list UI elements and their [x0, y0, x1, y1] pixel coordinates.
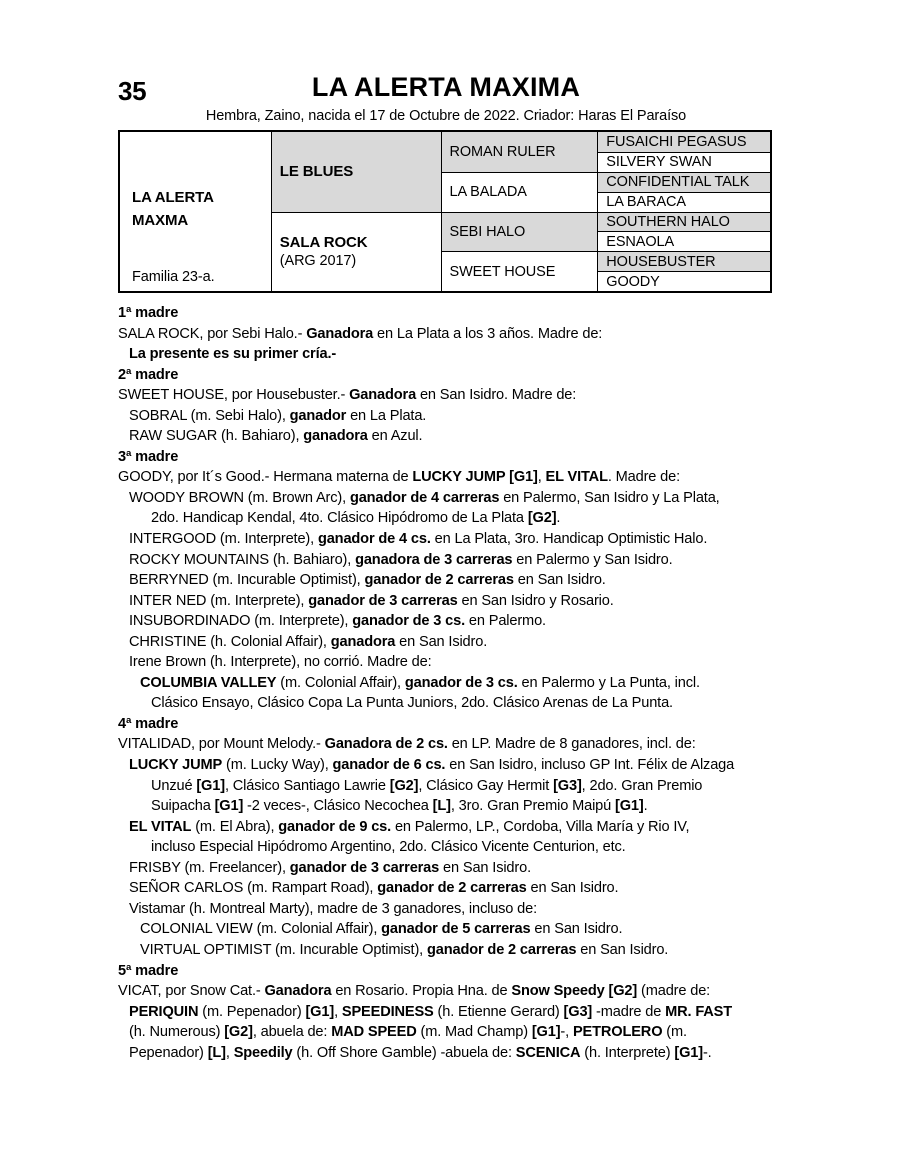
g4-e2-bold: ganador de 9 cs. — [278, 818, 392, 835]
g4-e1-c1a: Unzué — [151, 777, 197, 794]
generation-3-entry-9 — [140, 673, 790, 694]
g5-l2a: PERIQUIN — [129, 1003, 199, 1020]
g2-e1-name: SOBRAL (m. Sebi Halo), — [129, 407, 290, 424]
g4-e7-bold: ganador de 2 carreras — [427, 941, 577, 958]
g4-e2-sire: (m. El Abra), — [191, 818, 279, 835]
g3-dam-a: GOODY, por It´s Good.- Hermana materna de — [118, 469, 413, 486]
g5-l3g: -, — [560, 1024, 573, 1041]
g4-e1-rest: en San Isidro, incluso GP Int. Félix de Alzaga — [445, 757, 735, 774]
g4-e1-g1: [G1] — [196, 777, 225, 794]
g5-l2i: MR. FAST — [665, 1003, 733, 1020]
g4-e1-c1b: , Clásico Santiago Lawrie — [224, 777, 390, 794]
g4-e4-rest: en San Isidro. — [526, 880, 619, 897]
g3-e7-name: CHRISTINE (h. Colonial Affair), — [129, 633, 331, 650]
g4-e4-name: SEÑOR CARLOS (m. Rampart Road), — [129, 880, 378, 897]
generation-3-entry-9-cont: Clásico Ensayo, Clásico Copa La Punta Juniors, 2do. Clásico Arenas de La Punta. — [151, 695, 673, 712]
g5-l2c: [G1] — [305, 1003, 335, 1020]
pedigree-cell-dam-sire-sire: SOUTHERN HALO — [598, 212, 770, 232]
g5-dam-e: (madre de: — [637, 983, 711, 1000]
pedigree-column-grandparents — [442, 132, 599, 291]
g4-dam-b: Ganadora de 2 cs. — [324, 736, 448, 753]
pedigree-cell-sire-sire-dam: SILVERY SWAN — [598, 152, 770, 172]
g5-l4d: Speedily — [233, 1044, 293, 1061]
pedigree-cell-sire-dam-sire: CONFIDENTIAL TALK — [598, 172, 770, 192]
g2-e2-rest: en Azul. — [367, 428, 423, 445]
pedigree-column-subject — [120, 132, 272, 291]
g5-l4a: Pepenador) — [129, 1044, 208, 1061]
generation-4-entry-2-cont: incluso Especial Hipódromo Argentino, 2do. Clásico Vicente Centurion, etc. — [151, 839, 626, 856]
generation-5-line-4 — [129, 1043, 790, 1064]
g3-dam-c: , — [537, 469, 546, 486]
g5-dam-b: Ganadora — [264, 983, 332, 1000]
g4-e3-bold: ganador de 3 carreras — [289, 859, 440, 876]
generation-4-entry-6 — [140, 919, 790, 940]
g5-l3b: [G2] — [224, 1024, 253, 1041]
pedigree-table — [118, 130, 772, 293]
g3-dam-d: EL VITAL — [545, 469, 608, 486]
generation-4-entry-1-cont-1 — [151, 776, 790, 797]
g3-e6-name: INSUBORDINADO (m. Interprete), — [129, 613, 353, 630]
generation-heading-3: 3ª madre — [118, 448, 179, 465]
dam-origin: (ARG 2017) — [279, 253, 357, 270]
g3-e5-name: INTER NED (m. Interprete), — [129, 592, 309, 609]
g5-l4c: , — [225, 1044, 234, 1061]
g4-e1-name: LUCKY JUMP — [129, 757, 223, 774]
g4-e1-c2d: . — [643, 798, 648, 815]
pedigree-cell-dam — [272, 212, 441, 292]
generation-2-dam-line — [118, 385, 790, 406]
generation-4-entry-2 — [129, 817, 790, 838]
g4-e1-c2a: Suipacha — [151, 798, 215, 815]
horse-subtitle: Hembra, Zaino, nacida el 17 de Octubre de 2022. Criador: Haras El Paraíso — [205, 108, 687, 124]
g5-l3a: (h. Numerous) — [129, 1024, 225, 1041]
g4-e3-name: FRISBY (m. Freelancer), — [129, 859, 290, 876]
generation-3-entry-8: Irene Brown (h. Interprete), no corrió. Madre de: — [129, 654, 432, 671]
g4-e1-bold: ganador de 6 cs. — [332, 757, 446, 774]
page-title: LA ALERTA MAXIMA — [311, 72, 581, 102]
pedigree-column-great-grandparents — [598, 132, 770, 291]
generation-heading-2: 2ª madre — [118, 366, 179, 383]
g3-e1-grade: [G2] — [527, 510, 557, 527]
generation-3-entry-5 — [129, 591, 790, 612]
g5-l4g: (h. Interprete) — [580, 1044, 675, 1061]
g4-e1-c2c: , 3ro. Gran Premio Maipú — [450, 798, 616, 815]
subject-name-line2: MAXMA — [132, 212, 189, 230]
g3-e4-bold: ganador de 2 carreras — [364, 572, 514, 589]
subject-name — [132, 186, 214, 233]
pedigree-cell-subject — [120, 132, 271, 291]
g3-e2-bold: ganador de 4 cs. — [317, 531, 431, 548]
g5-l4b: [L] — [207, 1044, 226, 1061]
g2-e2-bold: ganadora — [303, 428, 368, 445]
g3-e6-bold: ganador de 3 cs. — [352, 613, 465, 630]
generation-4-entry-1-cont-2 — [151, 796, 790, 817]
g5-l2f: (h. Etienne Gerard) — [433, 1003, 564, 1020]
g4-e1-g4: [G1] — [214, 798, 244, 815]
g3-e9-rest: en Palermo y La Punta, incl. — [517, 674, 700, 691]
g5-l2e: SPEEDINESS — [341, 1003, 434, 1020]
g3-e4-name: BERRYNED (m. Incurable Optimist), — [129, 572, 365, 589]
g5-dam-c: en Rosario. Propia Hna. de — [331, 983, 512, 1000]
g4-e7-name: VIRTUAL OPTIMIST (m. Incurable Optimist), — [140, 941, 427, 958]
g5-l4h: [G1] — [674, 1044, 703, 1061]
g4-e6-rest: en San Isidro. — [530, 921, 623, 938]
g4-e6-bold: ganador de 5 carreras — [381, 921, 531, 938]
pedigree-cell-sire-dam: LA BALADA — [442, 172, 598, 212]
g3-e7-rest: en San Isidro. — [395, 633, 488, 650]
generation-4-entry-5: Vistamar (h. Montreal Marty), madre de 3 ganadores, incluso de: — [129, 900, 538, 917]
g3-e9-bold: ganador de 3 cs. — [404, 674, 518, 691]
generation-4-entry-1 — [129, 755, 790, 776]
generation-2-entry-2 — [129, 426, 790, 447]
pedigree-body-text — [118, 303, 790, 1063]
sire-name: LE BLUES — [279, 163, 354, 181]
page-header — [118, 72, 774, 124]
subject-name-line1: LA ALERTA — [132, 189, 214, 206]
generation-3-entry-1-cont — [151, 508, 790, 529]
g3-e3-bold: ganadora de 3 carreras — [355, 551, 513, 568]
generation-1-entry-1: La presente es su primer cría.- — [129, 346, 337, 363]
generation-5-line-2 — [129, 1002, 790, 1023]
g3-e5-bold: ganador de 3 carreras — [308, 592, 458, 609]
g3-e1-bold: ganador de 4 carreras — [349, 489, 500, 506]
g3-e1-rest: en Palermo, San Isidro y La Plata, — [499, 489, 720, 506]
g3-e1-cont: 2do. Handicap Kendal, 4to. Clásico Hipódromo de La Plata — [151, 510, 528, 527]
generation-5-dam-line — [118, 981, 790, 1002]
g4-e4-bold: ganador de 2 carreras — [377, 880, 527, 897]
g3-e3-rest: en Palermo y San Isidro. — [512, 551, 673, 568]
pedigree-cell-sire-sire: ROMAN RULER — [442, 132, 598, 172]
g3-e4-rest: en San Isidro. — [513, 572, 606, 589]
g3-e1-end: . — [556, 510, 561, 527]
generation-4-entry-4 — [129, 878, 790, 899]
g4-dam-a: VITALIDAD, por Mount Melody.- — [118, 736, 325, 753]
g1-dam-name: SALA ROCK, por Sebi Halo.- — [118, 325, 307, 342]
g3-e9-sire: (m. Colonial Affair), — [276, 674, 405, 691]
g4-dam-c: en LP. Madre de 8 ganadores, incl. de: — [447, 736, 696, 753]
generation-3-entry-6 — [129, 611, 790, 632]
generation-5-line-3 — [129, 1022, 790, 1043]
subject-family: Familia 23-a. — [132, 269, 215, 285]
g2-e1-rest: en La Plata. — [346, 407, 427, 424]
generation-heading-4: 4ª madre — [118, 715, 179, 732]
g3-e7-bold: ganadora — [330, 633, 396, 650]
g4-e1-g2: [G2] — [389, 777, 419, 794]
pedigree-cell-dam-sire: SEBI HALO — [442, 212, 598, 252]
g5-l4i: -. — [702, 1044, 712, 1061]
g1-dam-bold: Ganadora — [306, 325, 374, 342]
g3-e3-name: ROCKY MOUNTAINS (h. Bahiaro), — [129, 551, 356, 568]
g4-e3-rest: en San Isidro. — [439, 859, 531, 876]
generation-3-entry-4 — [129, 570, 790, 591]
g4-e1-g3: [G3] — [553, 777, 582, 794]
pedigree-cell-sire-dam-dam: LA BARACA — [598, 192, 770, 212]
g5-l2h: -madre de — [592, 1003, 666, 1020]
catalog-number: 35 — [118, 76, 147, 106]
pedigree-cell-dam-sire-dam: ESNAOLA — [598, 231, 770, 251]
g3-e2-rest: en La Plata, 3ro. Handicap Optimistic Halo. — [430, 531, 708, 548]
generation-3-entry-3 — [129, 550, 790, 571]
g4-e1-c2b: -2 veces-, Clásico Necochea — [243, 798, 433, 815]
g5-l3e: (m. Mad Champ) — [416, 1024, 532, 1041]
g4-e1-c1d: , 2do. Gran Premio — [581, 777, 703, 794]
g5-l3i: (m. — [662, 1024, 687, 1041]
g5-l4f: SCENICA — [515, 1044, 581, 1061]
g2-dam-name: SWEET HOUSE, por Housebuster.- — [118, 387, 350, 404]
g5-l2d: , — [334, 1003, 342, 1020]
g5-dam-a: VICAT, por Snow Cat.- — [118, 983, 265, 1000]
g3-e9-name: COLUMBIA VALLEY — [140, 674, 277, 691]
pedigree-cell-sire-sire-sire: FUSAICHI PEGASUS — [598, 132, 770, 152]
generation-3-dam-line — [118, 467, 790, 488]
g3-dam-e: . Madre de: — [607, 469, 680, 486]
pedigree-cell-dam-dam: SWEET HOUSE — [442, 251, 598, 291]
g2-e1-bold: ganador — [289, 407, 347, 424]
g2-dam-rest: en San Isidro. Madre de: — [416, 387, 577, 404]
g5-dam-d: Snow Speedy [G2] — [511, 983, 638, 1000]
generation-3-entry-7 — [129, 632, 790, 653]
pedigree-cell-dam-dam-sire: HOUSEBUSTER — [598, 251, 770, 271]
generation-1-dam-line — [118, 324, 790, 345]
g4-e7-rest: en San Isidro. — [576, 941, 669, 958]
g4-e1-sire: (m. Lucky Way), — [222, 757, 333, 774]
generation-4-dam-line — [118, 734, 790, 755]
generation-heading-5: 5ª madre — [118, 962, 179, 979]
g4-e2-rest: en Palermo, LP., Cordoba, Villa María y Rio IV, — [391, 818, 690, 835]
generation-4-entry-3 — [129, 858, 790, 879]
g4-e1-g6: [G1] — [615, 798, 644, 815]
dam-name: SALA ROCK — [279, 234, 368, 252]
g5-l4e: (h. Off Shore Gamble) -abuela de: — [292, 1044, 516, 1061]
g2-e2-name: RAW SUGAR (h. Bahiaro), — [129, 428, 304, 445]
g5-l3h: PETROLERO — [572, 1024, 663, 1041]
generation-2-entry-1 — [129, 406, 790, 427]
g4-e1-c1c: , Clásico Gay Hermit — [418, 777, 554, 794]
g3-e1-name: WOODY BROWN (m. Brown Arc), — [129, 489, 350, 506]
generation-4-entry-7 — [140, 940, 790, 961]
g3-e2-name: INTERGOOD (m. Interprete), — [129, 531, 318, 548]
generation-3-entry-1 — [129, 488, 790, 509]
pedigree-cell-dam-dam-dam: GOODY — [598, 271, 770, 291]
g4-e2-name: EL VITAL — [129, 818, 192, 835]
g5-l3f: [G1] — [531, 1024, 561, 1041]
g5-l3c: , abuela de: — [252, 1024, 332, 1041]
g5-l2b: (m. Pepenador) — [198, 1003, 306, 1020]
g5-l3d: MAD SPEED — [331, 1024, 417, 1041]
g4-e6-name: COLONIAL VIEW (m. Colonial Affair), — [140, 921, 382, 938]
pedigree-column-parents — [272, 132, 442, 291]
g3-e5-rest: en San Isidro y Rosario. — [457, 592, 614, 609]
generation-3-entry-2 — [129, 529, 790, 550]
g3-dam-b: LUCKY JUMP [G1] — [412, 469, 538, 486]
g3-e6-rest: en Palermo. — [465, 613, 546, 630]
generation-heading-1: 1ª madre — [118, 305, 179, 321]
g2-dam-bold: Ganadora — [349, 387, 417, 404]
g5-l2g: [G3] — [563, 1003, 593, 1020]
g1-dam-rest: en La Plata a los 3 años. Madre de: — [373, 325, 603, 342]
g4-e1-g5: [L] — [432, 798, 451, 815]
pedigree-cell-sire — [272, 132, 441, 212]
